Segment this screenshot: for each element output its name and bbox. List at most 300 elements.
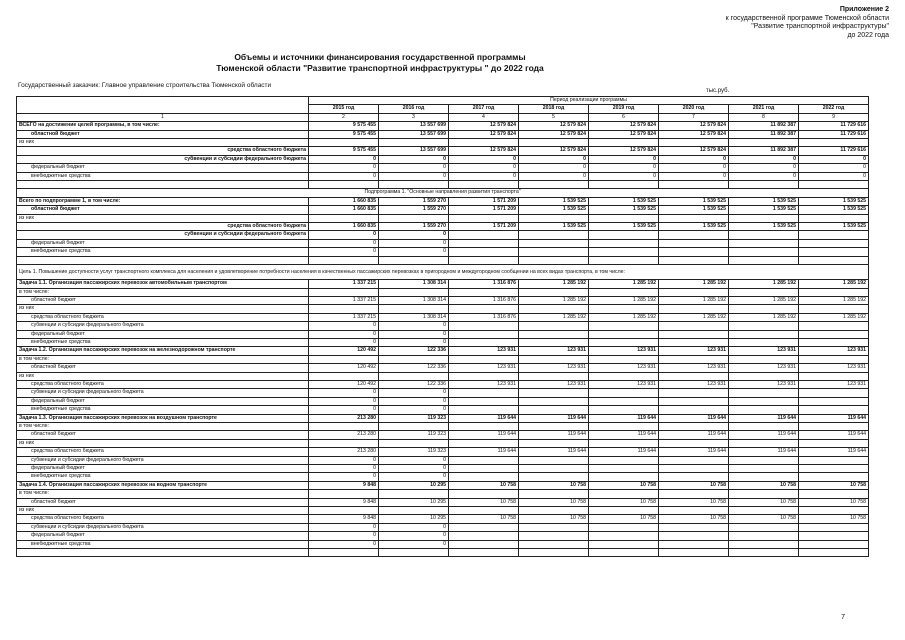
value-cell: [589, 231, 659, 239]
value-cell: [659, 214, 729, 222]
value-cell: [379, 423, 449, 431]
value-cell: 0: [729, 172, 799, 180]
value-cell: [589, 239, 659, 247]
value-cell: 0: [379, 322, 449, 330]
row-label: областной бюджет: [17, 498, 309, 506]
value-cell: [519, 139, 589, 147]
value-cell: 0: [379, 172, 449, 180]
value-cell: 11 729 616: [799, 147, 869, 155]
value-cell: 1 337 215: [309, 296, 379, 304]
value-cell: [519, 181, 589, 189]
value-cell: [589, 322, 659, 330]
value-cell: [729, 456, 799, 464]
value-cell: [519, 330, 589, 338]
value-cell: 11 729 616: [799, 122, 869, 130]
value-cell: 10 758: [729, 498, 799, 506]
value-cell: [379, 490, 449, 498]
value-cell: [309, 439, 379, 447]
value-cell: 0: [379, 231, 449, 239]
value-cell: 10 758: [589, 515, 659, 523]
value-cell: [729, 423, 799, 431]
value-cell: [659, 322, 729, 330]
value-cell: [589, 490, 659, 498]
value-cell: 10 758: [799, 515, 869, 523]
column-number: 6: [589, 113, 659, 121]
value-cell: [729, 507, 799, 515]
value-cell: [799, 214, 869, 222]
value-cell: 10 295: [379, 498, 449, 506]
value-cell: [659, 288, 729, 296]
value-cell: [589, 549, 659, 557]
row-label: областной бюджет: [17, 130, 309, 138]
value-cell: 1 285 192: [519, 313, 589, 321]
value-cell: 9 575 455: [309, 122, 379, 130]
table-row: [17, 532, 869, 540]
row-label: внебюджетные средства: [17, 248, 309, 256]
value-cell: [659, 423, 729, 431]
value-cell: [589, 406, 659, 414]
table-row: [17, 490, 869, 498]
value-cell: [729, 231, 799, 239]
value-cell: 12 579 824: [659, 147, 729, 155]
value-cell: 213 280: [309, 448, 379, 456]
year-header: 2019 год: [589, 105, 659, 113]
row-label: федеральный бюджет: [17, 164, 309, 172]
value-cell: [659, 473, 729, 481]
value-cell: 1 316 876: [449, 296, 519, 304]
value-cell: 10 758: [449, 515, 519, 523]
value-cell: [659, 406, 729, 414]
appendix-header: [726, 6, 889, 40]
row-label: [17, 256, 309, 264]
state-customer: Государственный заказчик: Главное управление строительства Тюменской области: [18, 82, 272, 89]
value-cell: 10 758: [519, 515, 589, 523]
value-cell: 10 758: [519, 498, 589, 506]
row-label: из них: [17, 372, 309, 380]
value-cell: 10 758: [729, 481, 799, 489]
value-cell: [589, 465, 659, 473]
table-row: [17, 389, 869, 397]
value-cell: [309, 139, 379, 147]
value-cell: [659, 305, 729, 313]
row-label: средства областного бюджета: [17, 147, 309, 155]
value-cell: [519, 490, 589, 498]
column-number: 2: [309, 113, 379, 121]
value-cell: [799, 231, 869, 239]
value-cell: [379, 372, 449, 380]
value-cell: 1 539 525: [659, 197, 729, 205]
value-cell: [729, 248, 799, 256]
value-cell: [519, 239, 589, 247]
value-cell: [449, 305, 519, 313]
row-label: внебюджетные средства: [17, 172, 309, 180]
value-cell: [309, 549, 379, 557]
value-cell: 0: [379, 164, 449, 172]
row-label: в том числе:: [17, 355, 309, 363]
value-cell: [449, 288, 519, 296]
value-cell: 10 758: [449, 498, 519, 506]
value-cell: 0: [449, 172, 519, 180]
value-cell: 0: [799, 164, 869, 172]
value-cell: 0: [309, 322, 379, 330]
value-cell: 0: [379, 532, 449, 540]
table-row: [17, 256, 869, 264]
column-number: 4: [449, 113, 519, 121]
value-cell: 119 644: [519, 431, 589, 439]
value-cell: 0: [379, 397, 449, 405]
value-cell: [799, 338, 869, 346]
row-label: областной бюджет: [17, 206, 309, 214]
row-label: субвенции и субсидии федерального бюджета: [17, 155, 309, 163]
value-cell: 119 644: [729, 431, 799, 439]
value-cell: 0: [589, 172, 659, 180]
value-cell: [309, 490, 379, 498]
value-cell: 1 539 525: [589, 206, 659, 214]
row-label: [17, 549, 309, 557]
value-cell: [589, 181, 659, 189]
row-label: из них: [17, 439, 309, 447]
column-number: 9: [799, 113, 869, 121]
value-cell: 12 579 824: [659, 122, 729, 130]
value-cell: [589, 305, 659, 313]
table-row: [17, 172, 869, 180]
value-cell: [589, 372, 659, 380]
value-cell: 0: [309, 239, 379, 247]
value-cell: 119 323: [379, 414, 449, 422]
value-cell: 120 492: [309, 364, 379, 372]
value-cell: [799, 473, 869, 481]
value-cell: [729, 473, 799, 481]
value-cell: [449, 423, 519, 431]
value-cell: 11 892 387: [729, 147, 799, 155]
value-cell: [659, 389, 729, 397]
value-cell: 1 285 192: [799, 296, 869, 304]
table-row: [17, 197, 869, 205]
value-cell: 1 308 314: [379, 280, 449, 288]
value-cell: [729, 549, 799, 557]
value-cell: 0: [729, 155, 799, 163]
value-cell: 123 931: [589, 347, 659, 355]
value-cell: [799, 465, 869, 473]
value-cell: 0: [309, 389, 379, 397]
value-cell: [799, 389, 869, 397]
value-cell: 119 644: [449, 431, 519, 439]
value-cell: 1 571 209: [449, 197, 519, 205]
value-cell: [729, 214, 799, 222]
value-cell: 1 285 192: [589, 280, 659, 288]
period-header: Период реализации программы: [309, 97, 869, 105]
value-cell: 13 557 699: [379, 130, 449, 138]
value-cell: 1 660 835: [309, 206, 379, 214]
year-header: 2015 год: [309, 105, 379, 113]
value-cell: [589, 288, 659, 296]
column-number: 7: [659, 113, 729, 121]
value-cell: [449, 523, 519, 531]
column-number: 8: [729, 113, 799, 121]
row-label: в том числе:: [17, 288, 309, 296]
value-cell: 10 295: [379, 515, 449, 523]
value-cell: 12 579 824: [589, 122, 659, 130]
value-cell: 1 539 525: [729, 223, 799, 231]
row-label: средства областного бюджета: [17, 313, 309, 321]
value-cell: [589, 330, 659, 338]
value-cell: 123 931: [519, 364, 589, 372]
value-cell: 0: [729, 164, 799, 172]
value-cell: [449, 256, 519, 264]
row-label: средства областного бюджета: [17, 515, 309, 523]
row-label: субвенции и субсидии федерального бюджета: [17, 389, 309, 397]
value-cell: 119 323: [379, 448, 449, 456]
value-cell: [379, 549, 449, 557]
value-cell: [729, 389, 799, 397]
value-cell: 1 308 314: [379, 313, 449, 321]
value-cell: 1 539 525: [659, 206, 729, 214]
value-cell: [519, 439, 589, 447]
value-cell: 0: [379, 338, 449, 346]
value-cell: [659, 330, 729, 338]
value-cell: [519, 473, 589, 481]
value-cell: 1 285 192: [589, 313, 659, 321]
value-cell: 9 575 455: [309, 130, 379, 138]
value-cell: 123 931: [659, 347, 729, 355]
value-cell: 123 931: [449, 380, 519, 388]
value-cell: 119 644: [449, 414, 519, 422]
value-cell: 10 758: [659, 498, 729, 506]
value-cell: [449, 231, 519, 239]
value-cell: [799, 305, 869, 313]
row-label: из них: [17, 139, 309, 147]
value-cell: 0: [589, 155, 659, 163]
table-row: [17, 439, 869, 447]
table-row: [17, 473, 869, 481]
value-cell: [589, 473, 659, 481]
value-cell: 122 336: [379, 347, 449, 355]
table-row: [17, 540, 869, 548]
value-cell: [589, 355, 659, 363]
value-cell: [589, 532, 659, 540]
value-cell: [659, 338, 729, 346]
value-cell: 0: [309, 465, 379, 473]
value-cell: 119 644: [519, 448, 589, 456]
value-cell: 123 931: [589, 380, 659, 388]
value-cell: 12 579 824: [589, 130, 659, 138]
row-label: из них: [17, 214, 309, 222]
value-cell: [379, 256, 449, 264]
row-label: Задача 1.4. Организация пассажирских перевозок на водном транспорте: [17, 481, 309, 489]
value-cell: [799, 549, 869, 557]
document-title: [0, 52, 760, 73]
column-number: 5: [519, 113, 589, 121]
value-cell: 119 644: [799, 414, 869, 422]
value-cell: 10 758: [589, 498, 659, 506]
value-cell: [729, 540, 799, 548]
value-cell: 0: [309, 523, 379, 531]
row-label: федеральный бюджет: [17, 330, 309, 338]
row-label: Задача 1.3. Организация пассажирских перевозок на воздушном транспорте: [17, 414, 309, 422]
value-cell: 119 644: [519, 414, 589, 422]
value-cell: [729, 181, 799, 189]
row-label: областной бюджет: [17, 296, 309, 304]
value-cell: [659, 456, 729, 464]
value-cell: [519, 214, 589, 222]
value-cell: 0: [379, 239, 449, 247]
value-cell: [729, 355, 799, 363]
value-cell: [449, 540, 519, 548]
value-cell: 12 579 824: [659, 130, 729, 138]
row-label: в том числе:: [17, 423, 309, 431]
value-cell: [729, 256, 799, 264]
value-cell: 10 758: [799, 498, 869, 506]
value-cell: 10 758: [659, 481, 729, 489]
table-row: [17, 481, 869, 489]
row-label: федеральный бюджет: [17, 465, 309, 473]
value-cell: 119 323: [379, 431, 449, 439]
value-cell: [449, 181, 519, 189]
row-label: в том числе:: [17, 490, 309, 498]
value-cell: [449, 372, 519, 380]
value-cell: 1 559 270: [379, 197, 449, 205]
table-row: [17, 364, 869, 372]
table-row: [17, 330, 869, 338]
column-number: 3: [379, 113, 449, 121]
value-cell: 1 337 215: [309, 280, 379, 288]
value-cell: 0: [519, 155, 589, 163]
row-label: из них: [17, 507, 309, 515]
value-cell: 0: [379, 389, 449, 397]
table-row: [17, 296, 869, 304]
year-header: 2018 год: [519, 105, 589, 113]
year-header: 2017 год: [449, 105, 519, 113]
value-cell: 9 848: [309, 481, 379, 489]
value-cell: [379, 507, 449, 515]
value-cell: 0: [309, 532, 379, 540]
value-cell: [659, 355, 729, 363]
table-row: [17, 549, 869, 557]
value-cell: 9 575 455: [309, 147, 379, 155]
value-cell: 0: [309, 231, 379, 239]
value-cell: [449, 439, 519, 447]
value-cell: [799, 456, 869, 464]
value-cell: 1 660 835: [309, 197, 379, 205]
value-cell: 0: [309, 456, 379, 464]
row-label: субвенции и субсидии федерального бюджета: [17, 231, 309, 239]
table-row: [17, 523, 869, 531]
value-cell: [519, 523, 589, 531]
table-row: [17, 155, 869, 163]
value-cell: 1 539 525: [729, 197, 799, 205]
table-row: [17, 498, 869, 506]
value-cell: [729, 288, 799, 296]
value-cell: 119 644: [589, 431, 659, 439]
value-cell: 120 492: [309, 380, 379, 388]
value-cell: [519, 338, 589, 346]
value-cell: [449, 456, 519, 464]
value-cell: [659, 256, 729, 264]
value-cell: 10 758: [659, 515, 729, 523]
table-row: [17, 465, 869, 473]
value-cell: [449, 248, 519, 256]
value-cell: 1 571 209: [449, 206, 519, 214]
value-cell: 0: [309, 155, 379, 163]
table-row: [17, 280, 869, 288]
value-cell: [659, 372, 729, 380]
value-cell: [799, 540, 869, 548]
value-cell: 123 931: [449, 347, 519, 355]
value-cell: 0: [589, 164, 659, 172]
value-cell: [799, 507, 869, 515]
value-cell: 0: [449, 155, 519, 163]
value-cell: 1 660 835: [309, 223, 379, 231]
value-cell: [449, 338, 519, 346]
value-cell: 1 285 192: [659, 313, 729, 321]
value-cell: [729, 523, 799, 531]
value-cell: [379, 439, 449, 447]
row-label: субвенции и субсидии федерального бюджета: [17, 456, 309, 464]
value-cell: [659, 181, 729, 189]
value-cell: [659, 490, 729, 498]
value-cell: [799, 322, 869, 330]
year-header: 2016 год: [379, 105, 449, 113]
value-cell: [659, 523, 729, 531]
table-row: [17, 397, 869, 405]
value-cell: [449, 406, 519, 414]
value-cell: [589, 456, 659, 464]
value-cell: 123 931: [589, 364, 659, 372]
row-label: средства областного бюджета: [17, 223, 309, 231]
table-row: [17, 122, 869, 130]
value-cell: 1 316 876: [449, 313, 519, 321]
value-cell: 0: [379, 456, 449, 464]
value-cell: 123 931: [729, 364, 799, 372]
value-cell: [729, 139, 799, 147]
value-cell: [449, 330, 519, 338]
value-cell: 1 285 192: [519, 280, 589, 288]
value-cell: [449, 532, 519, 540]
value-cell: 12 579 824: [589, 147, 659, 155]
value-cell: 0: [379, 248, 449, 256]
table-row: [17, 147, 869, 155]
value-cell: [659, 549, 729, 557]
value-cell: 12 579 824: [449, 147, 519, 155]
value-cell: 9 848: [309, 515, 379, 523]
financing-table: [16, 96, 869, 557]
value-cell: 213 280: [309, 414, 379, 422]
value-cell: [449, 507, 519, 515]
table-row: [17, 507, 869, 515]
value-cell: [589, 439, 659, 447]
value-cell: 1 285 192: [799, 313, 869, 321]
value-cell: 9 848: [309, 498, 379, 506]
value-cell: [379, 355, 449, 363]
page-number: 7: [841, 614, 845, 621]
value-cell: 0: [379, 473, 449, 481]
value-cell: 1 539 525: [659, 223, 729, 231]
value-cell: 0: [309, 406, 379, 414]
appendix-title: Приложение 2: [839, 6, 889, 13]
row-label: субвенции и субсидии федерального бюджета: [17, 322, 309, 330]
value-cell: [729, 532, 799, 540]
value-cell: [519, 423, 589, 431]
value-cell: 1 285 192: [659, 280, 729, 288]
row-label: федеральный бюджет: [17, 239, 309, 247]
period-header-row: [17, 97, 869, 105]
value-cell: 12 579 824: [449, 130, 519, 138]
value-cell: [799, 423, 869, 431]
value-cell: [519, 305, 589, 313]
value-cell: 1 539 525: [729, 206, 799, 214]
row-label: внебюджетные средства: [17, 338, 309, 346]
value-cell: 120 492: [309, 347, 379, 355]
